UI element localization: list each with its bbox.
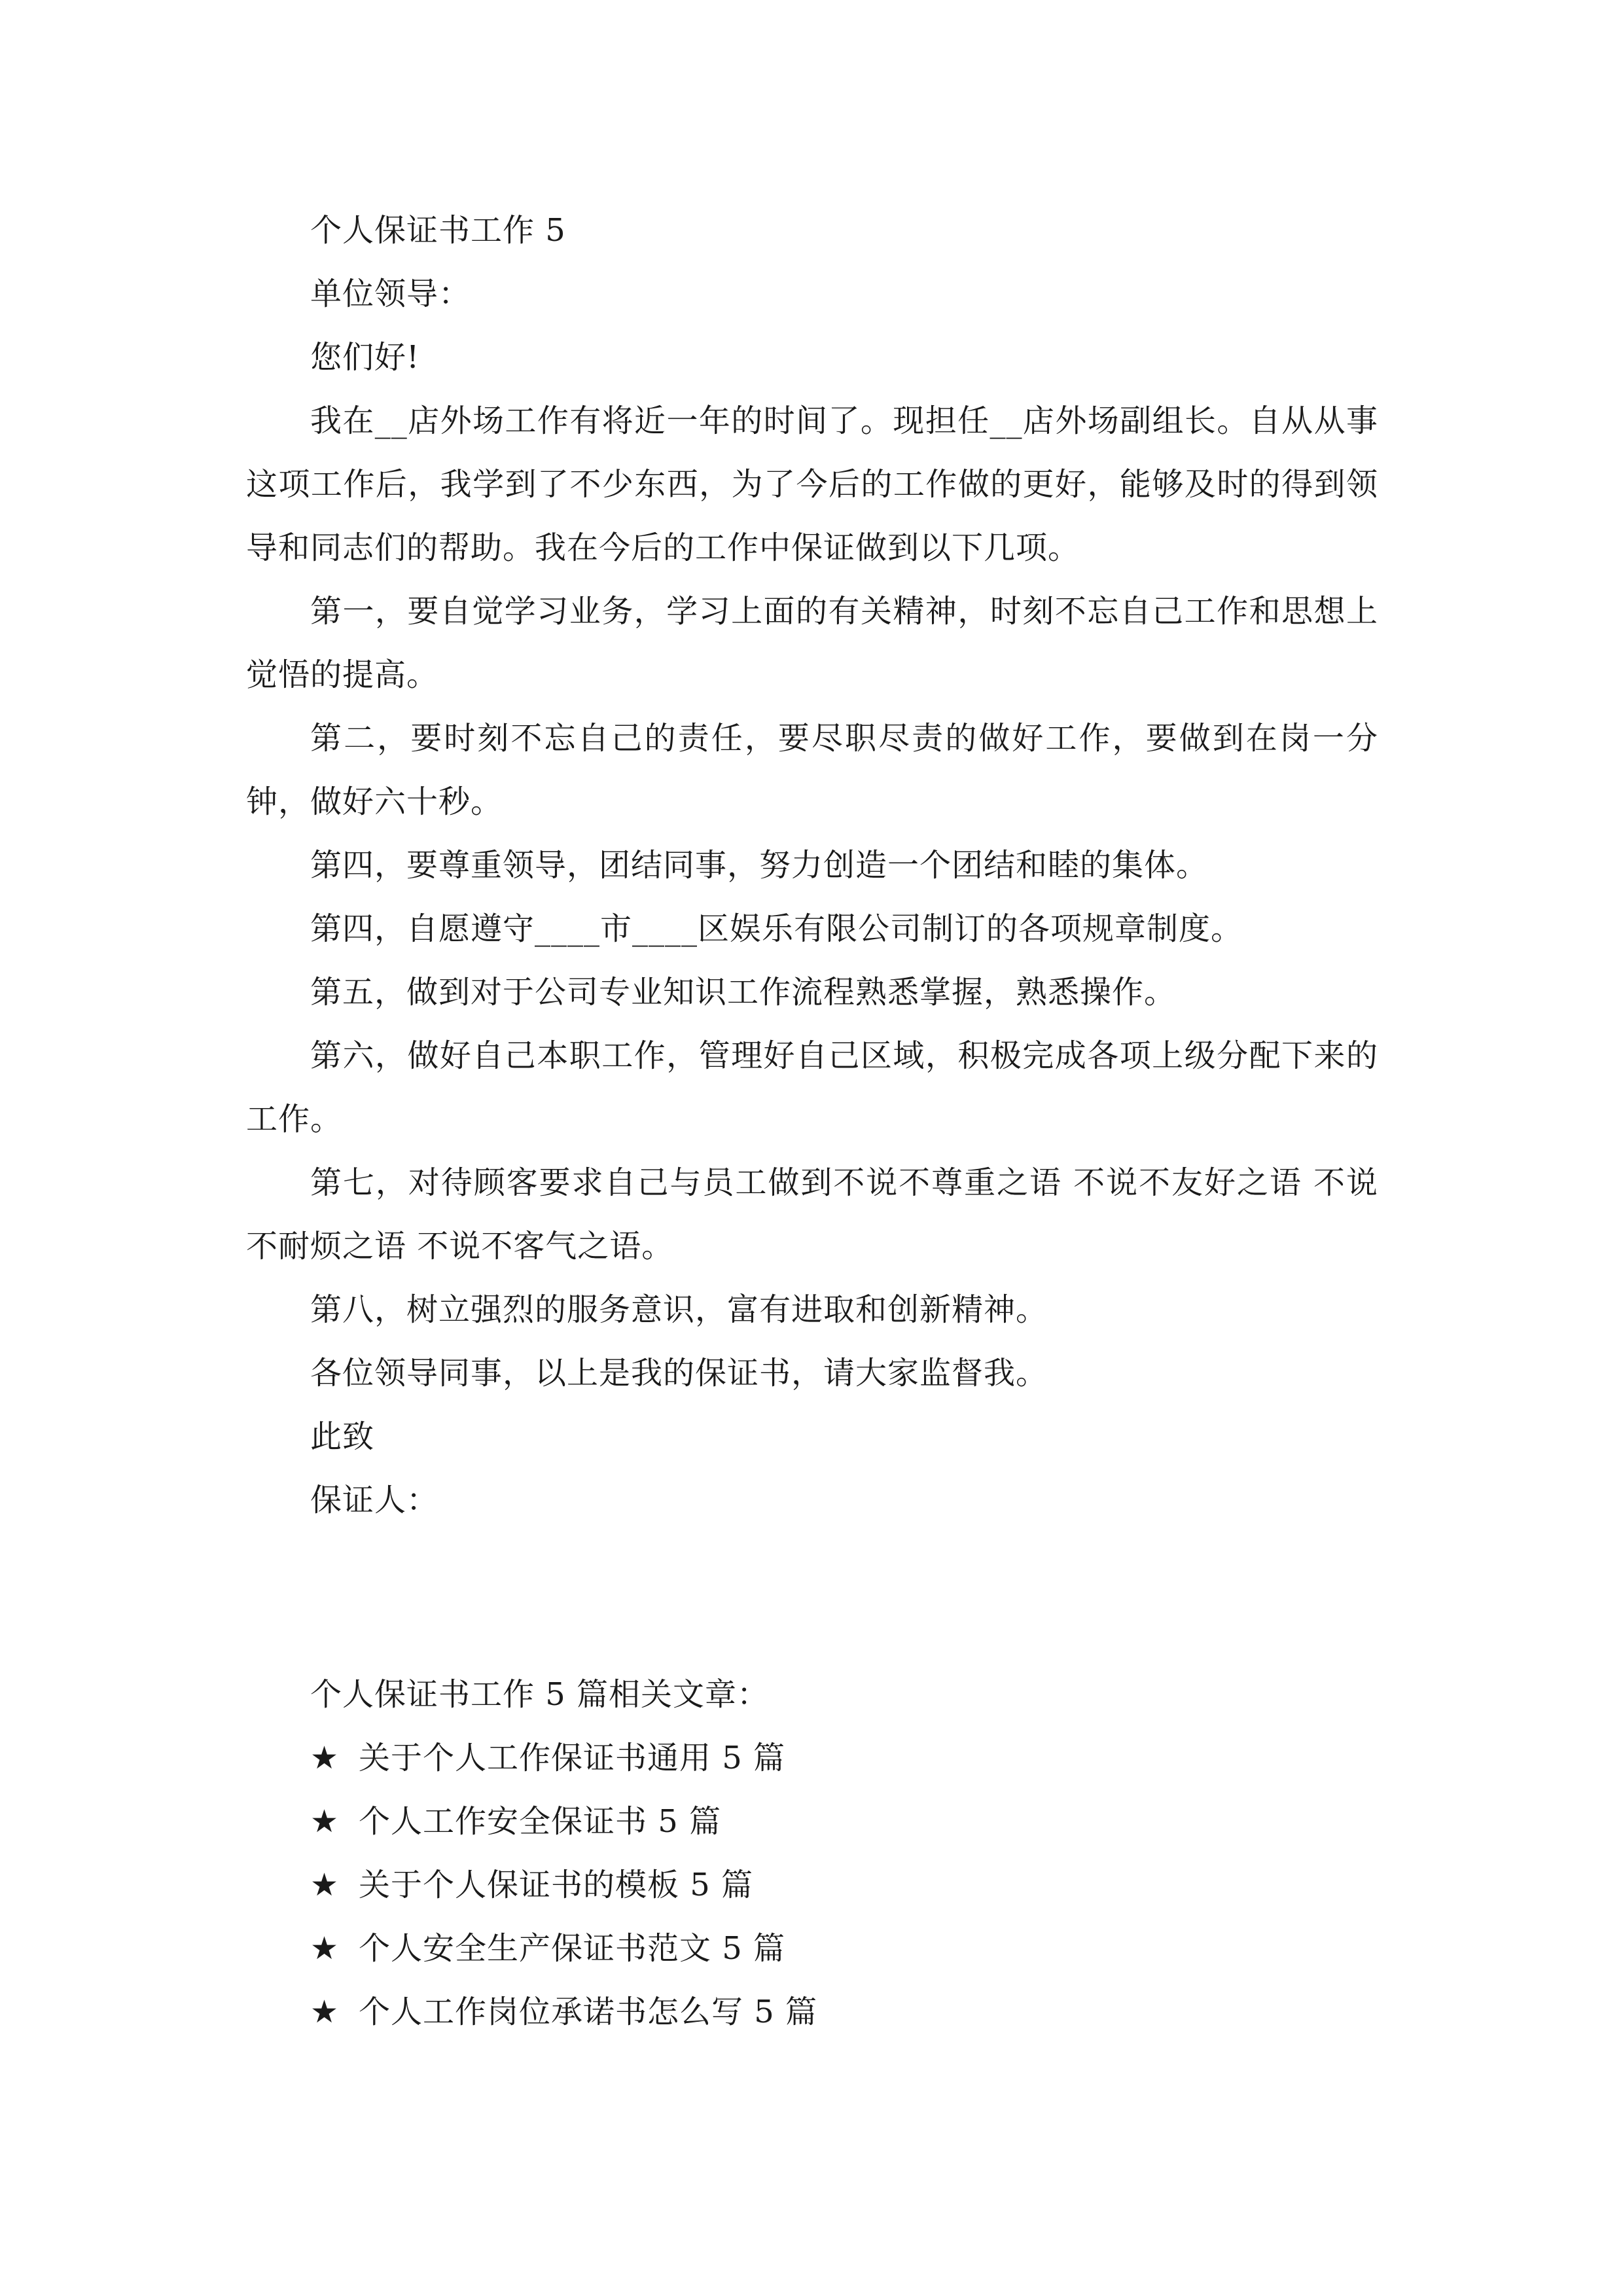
related-link-label: 个人安全生产保证书范文 5 篇 [359,1930,786,1967]
related-list [246,1727,1378,2044]
star-icon: ★ [310,1867,340,1903]
greeting: 您们好! [310,339,420,376]
paragraph-conclusion: 各位领导同事，以上是我的保证书，请大家监督我。 [310,1355,1048,1391]
document-body [246,199,1378,2044]
related-heading: 个人保证书工作 5 篇相关文章： [310,1676,770,1713]
star-icon: ★ [310,1994,340,2030]
related-link-label: 关于个人工作保证书通用 5 篇 [359,1740,786,1776]
signature-line: 保证人： [310,1482,439,1518]
star-icon: ★ [310,1803,340,1840]
related-link[interactable] [246,1981,1378,2044]
paragraph-item-1: 第一，要自觉学习业务，学习上面的有关精神，时刻不忘自己工作和思想上觉悟的提高。 [246,593,1378,693]
paragraph-item-7: 第七，对待顾客要求自己与员工做到不说不尊重之语 不说不友好之语 不说不耐烦之语 不说不客气之语。 [246,1164,1378,1265]
salutation: 单位领导： [310,276,471,312]
related-link-label: 个人工作安全保证书 5 篇 [359,1803,722,1840]
closing: 此致 [310,1418,375,1455]
star-icon: ★ [310,1740,340,1776]
related-link-label: 关于个人保证书的模板 5 篇 [359,1867,754,1903]
paragraph-item-8: 第八，树立强烈的服务意识，富有进取和创新精神。 [310,1291,1048,1328]
related-link[interactable] [246,1727,1378,1790]
paragraph-item-4b: 第四，自愿遵守____市____区娱乐有限公司制订的各项规章制度。 [310,910,1243,947]
paragraph-item-2: 第二，要时刻不忘自己的责任，要尽职尽责的做好工作，要做到在岗一分钟，做好六十秒。 [246,720,1378,820]
related-link[interactable] [246,1917,1378,1981]
paragraph-item-4a: 第四，要尊重领导，团结同事，努力创造一个团结和睦的集体。 [310,847,1209,884]
paragraph-item-5: 第五，做到对于公司专业知识工作流程熟悉掌握，熟悉操作。 [310,974,1177,1011]
related-link[interactable] [246,1854,1378,1917]
document-title: 个人保证书工作 5 [310,212,566,249]
paragraph-intro: 我在__店外场工作有将近一年的时间了。现担任__店外场副组长。自从从事这项工作后，我学到了不少东西，为了今后的工作做的更好，能够及时的得到领导和同志们的帮助。我在今后的工作中保证做到以下几项。 [246,403,1378,566]
spacer [246,1532,1378,1663]
related-link[interactable] [246,1790,1378,1854]
paragraph-item-6: 第六，做好自己本职工作，管理好自己区域，积极完成各项上级分配下来的工作。 [246,1037,1378,1138]
related-link-label: 个人工作岗位承诺书怎么写 5 篇 [359,1994,818,2030]
star-icon: ★ [310,1930,340,1967]
